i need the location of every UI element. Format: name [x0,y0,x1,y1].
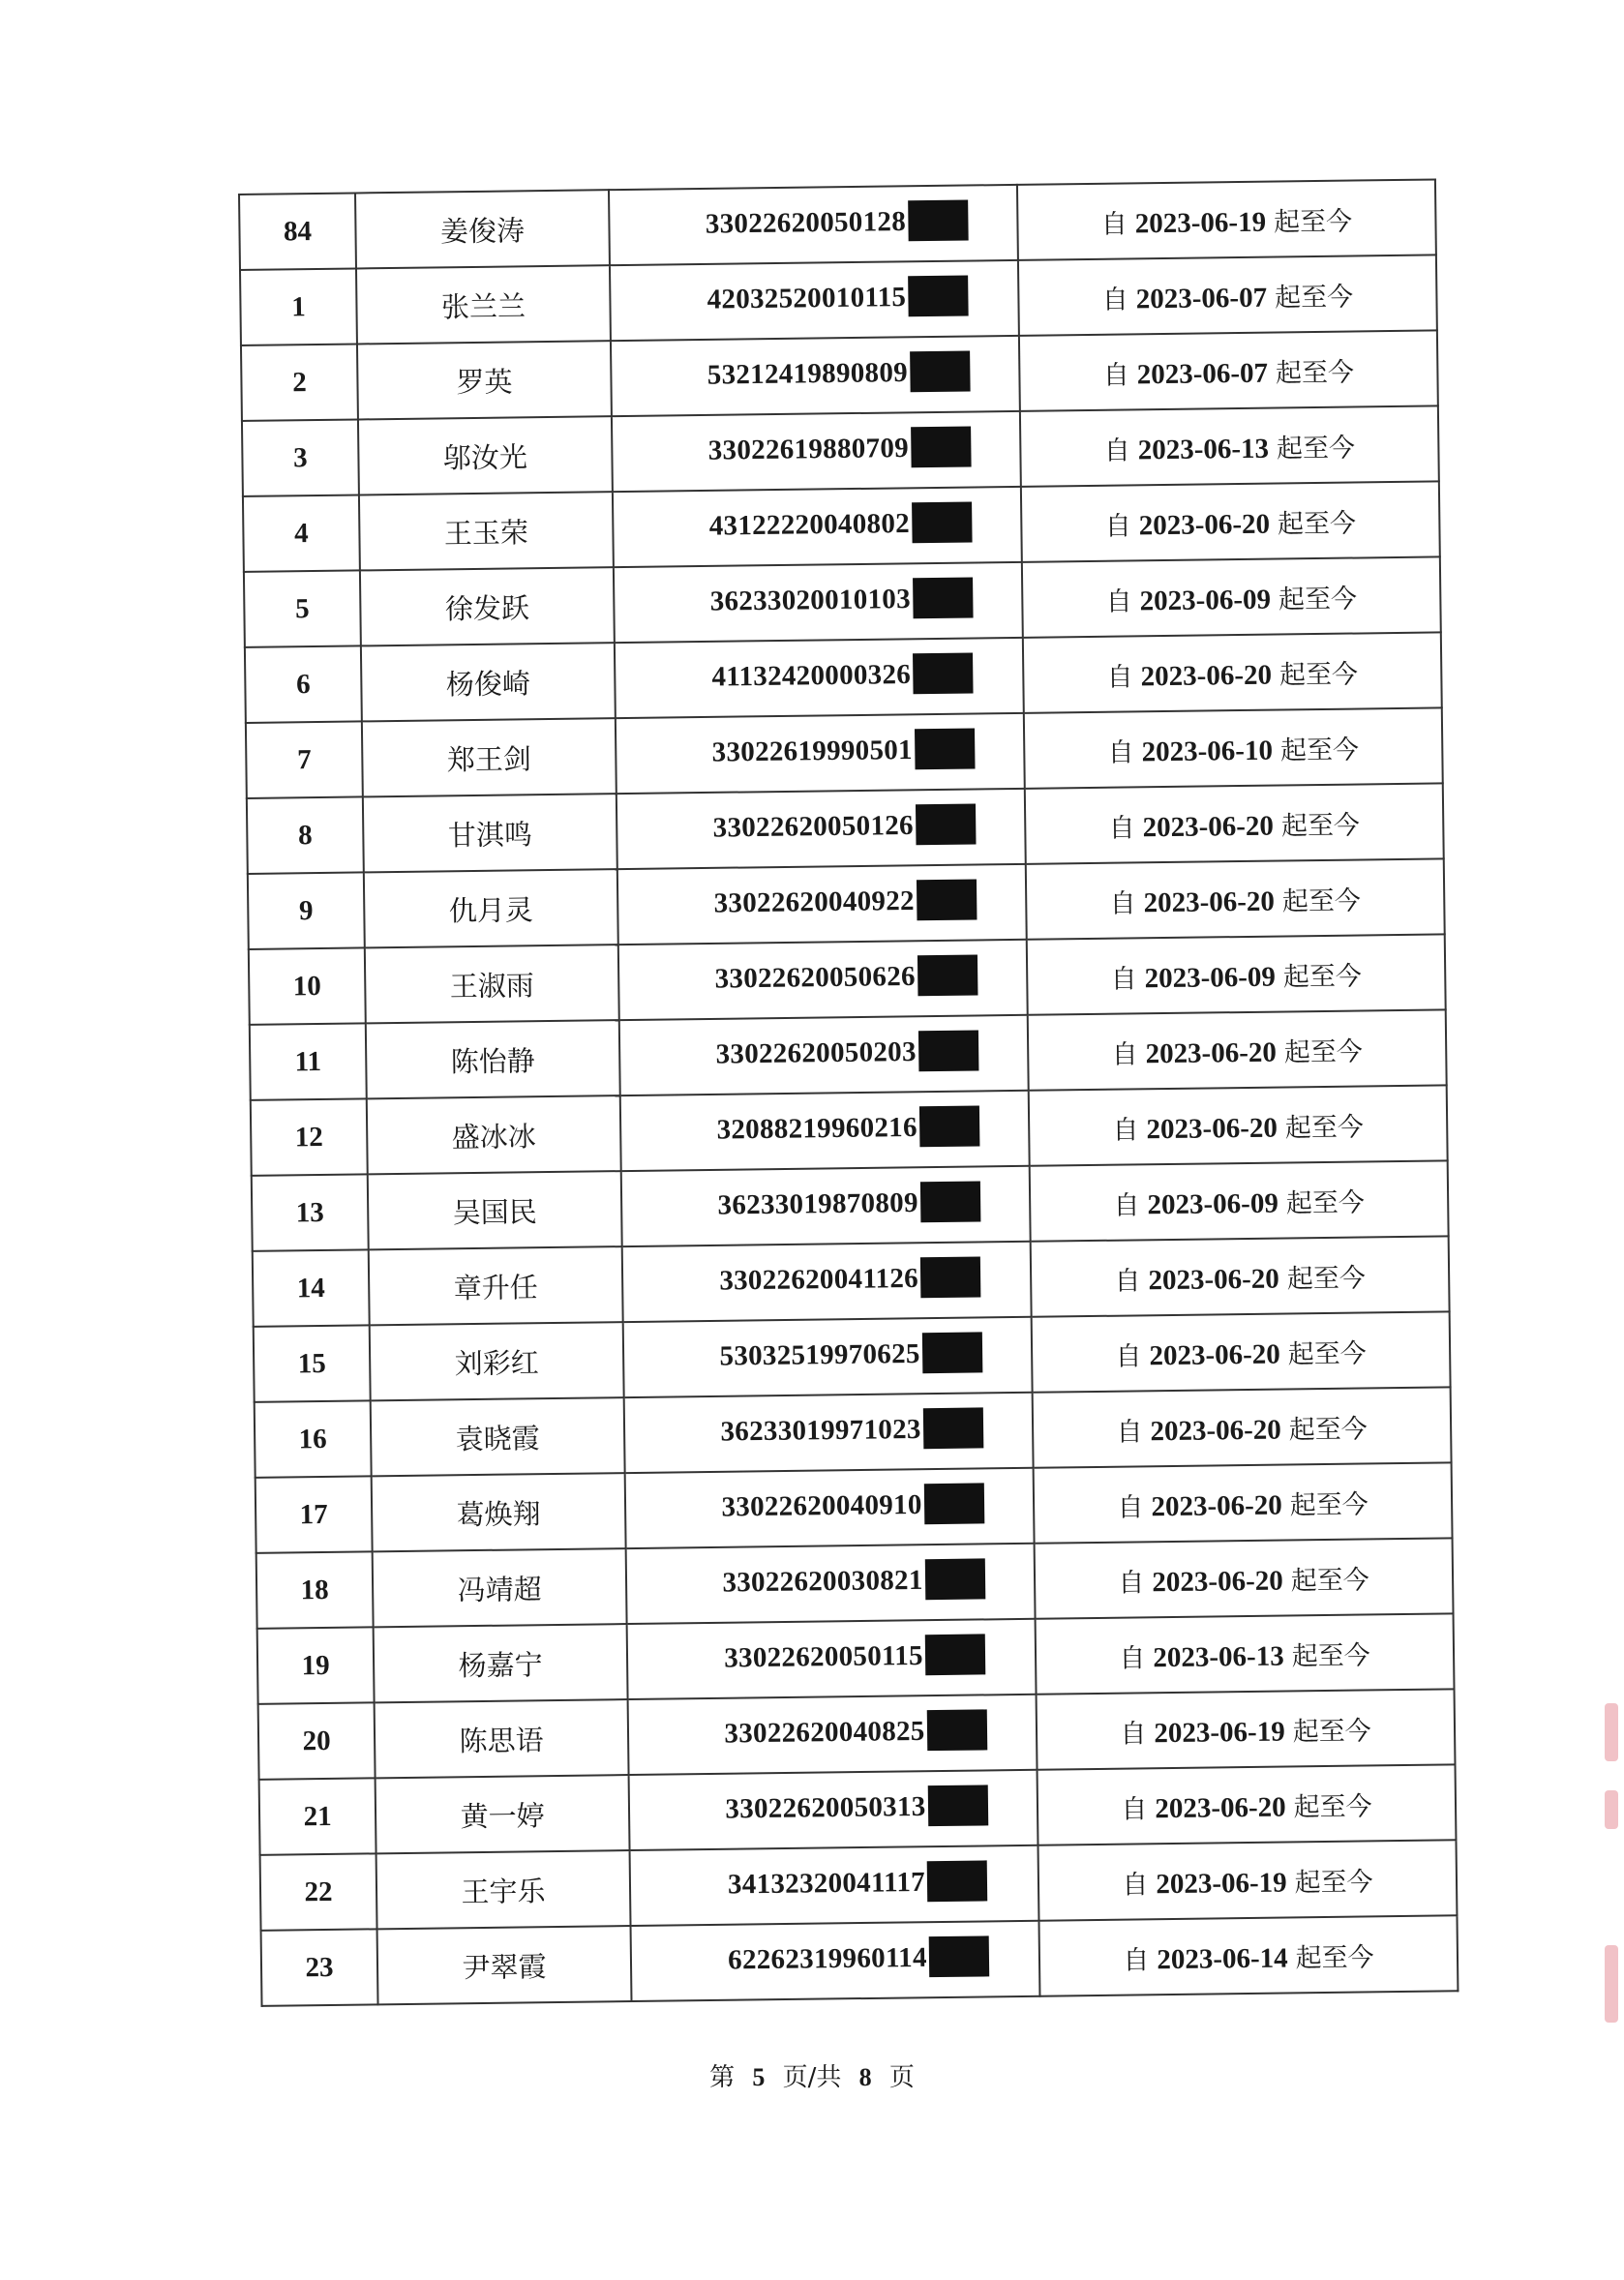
date-prefix: 自 [1114,1265,1141,1297]
id-number-cell [610,260,1019,341]
id-number-visible-digits: 36233019971023 [720,1413,921,1448]
date-prefix: 自 [1100,208,1128,240]
row-number: 16 [255,1400,372,1478]
date-suffix: 起至今 [1273,206,1353,238]
person-name: 王玉荣 [359,492,614,570]
date-suffix: 起至今 [1294,1866,1373,1898]
date-prefix: 自 [1108,812,1135,844]
total-page-number: 8 [858,2063,872,2091]
date-suffix: 起至今 [1282,960,1363,992]
person-name: 葛焕翔 [372,1473,626,1551]
start-date: 2023-06-19 [1134,206,1267,239]
row-number: 84 [239,193,356,270]
id-number-visible-digits: 32088219960216 [716,1111,917,1146]
id-number-cell [631,1921,1040,2001]
start-date: 2023-06-10 [1141,735,1274,767]
id-number-cell [622,1242,1032,1322]
date-range-cell [1023,632,1442,712]
id-number-visible-digits: 33022620050115 [724,1639,924,1674]
person-name: 罗英 [357,341,612,419]
id-number-cell [628,1695,1038,1775]
date-suffix: 起至今 [1281,885,1362,916]
row-number: 5 [244,570,361,647]
id-number-visible-digits: 33022620050128 [705,205,907,240]
row-number: 8 [247,796,364,874]
date-range-cell [1030,1160,1449,1241]
redaction-block [919,1105,980,1147]
person-name: 刘彩红 [370,1322,624,1400]
date-suffix: 起至今 [1277,508,1357,540]
roster-table-body [239,179,1458,2005]
person-name: 仇月灵 [364,869,618,947]
row-number: 15 [254,1325,371,1402]
redaction-block [919,1181,980,1222]
id-number-visible-digits: 33022619880709 [707,432,910,466]
footer-middle: 页/共 [782,2063,842,2092]
redaction-block [913,653,974,695]
id-number-cell [629,1770,1038,1850]
date-suffix: 起至今 [1291,1639,1370,1671]
start-date: 2023-06-20 [1140,659,1273,692]
date-range-cell [1017,179,1436,259]
redaction-block [927,1860,988,1902]
date-suffix: 起至今 [1276,433,1356,465]
id-number-cell [612,411,1021,492]
id-number-cell [621,1166,1031,1246]
id-number-visible-digits: 33022620050626 [714,960,917,995]
row-number: 4 [243,495,360,572]
id-number-cell [624,1393,1034,1473]
start-date: 2023-06-20 [1145,1036,1278,1069]
id-number-cell [627,1619,1037,1699]
date-range-cell [1033,1387,1452,1467]
person-name: 黄一婷 [376,1775,630,1853]
id-number-visible-digits: 62262319960114 [727,1941,927,1976]
redaction-block [927,1785,988,1826]
start-date: 2023-06-20 [1149,1338,1281,1371]
person-name: 盛冰冰 [367,1095,621,1174]
redaction-block [920,1256,981,1298]
redaction-block [916,803,977,845]
id-number-cell [626,1544,1036,1624]
date-range-cell [1034,1462,1453,1543]
date-suffix: 起至今 [1295,1941,1374,1973]
date-prefix: 自 [1113,1189,1140,1221]
id-number-cell [619,1015,1029,1095]
date-range-cell [1027,934,1446,1014]
date-prefix: 自 [1106,661,1133,693]
date-range-cell [1024,707,1443,788]
person-name: 袁晓霞 [371,1397,625,1476]
start-date: 2023-06-20 [1142,810,1275,843]
start-date: 2023-06-09 [1147,1187,1279,1220]
date-suffix: 起至今 [1292,1715,1371,1747]
redaction-block [911,427,972,468]
row-number: 17 [256,1476,373,1553]
person-name: 杨俊崎 [361,643,616,721]
row-number: 12 [251,1098,368,1176]
date-prefix: 自 [1105,585,1132,617]
date-range-cell [1038,1915,1458,1995]
date-prefix: 自 [1121,1793,1148,1825]
id-number-cell [615,638,1024,718]
date-prefix: 自 [1119,1642,1146,1674]
date-prefix: 自 [1109,887,1136,919]
date-prefix: 自 [1107,736,1134,768]
date-suffix: 起至今 [1287,1337,1368,1369]
start-date: 2023-06-20 [1146,1112,1278,1145]
date-prefix: 自 [1111,1038,1138,1070]
id-number-visible-digits: 33022620040910 [721,1488,922,1523]
date-prefix: 自 [1103,435,1130,466]
date-suffix: 起至今 [1283,1035,1364,1067]
redaction-block [912,502,973,544]
row-number: 6 [245,645,362,723]
id-number-cell [617,789,1026,869]
id-number-visible-digits: 33022620050313 [725,1790,926,1825]
roster-table [238,178,1459,2006]
date-range-cell [1031,1236,1450,1316]
id-number-cell [618,940,1028,1020]
row-number: 7 [246,721,363,798]
id-number-cell [620,1091,1030,1171]
row-number: 13 [252,1174,369,1251]
date-prefix: 自 [1101,284,1128,315]
date-suffix: 起至今 [1278,659,1359,691]
date-suffix: 起至今 [1293,1790,1372,1822]
page-footer [0,2057,1624,2093]
redaction-block [917,879,977,920]
redaction-block [928,1935,989,1977]
id-number-cell [609,185,1018,265]
start-date: 2023-06-20 [1152,1565,1283,1598]
id-number-visible-digits: 41132420000326 [711,658,912,693]
date-range-cell [1019,330,1438,410]
id-number-visible-digits: 33022620050203 [715,1035,917,1070]
redaction-block [913,577,974,618]
date-prefix: 自 [1102,359,1129,391]
date-prefix: 自 [1122,1869,1149,1901]
id-number-cell [630,1845,1039,1926]
id-number-visible-digits: 34132320041117 [727,1866,926,1901]
id-number-cell [614,562,1023,643]
roster-table-wrapper [238,178,1459,2006]
start-date: 2023-06-20 [1148,1263,1280,1296]
id-number-cell [613,487,1022,567]
redaction-block [918,1030,979,1071]
person-name: 王宇乐 [376,1850,631,1929]
person-name: 陈思语 [375,1699,629,1778]
date-range-cell [1038,1764,1457,1845]
redaction-block [908,200,969,242]
date-suffix: 起至今 [1288,1413,1368,1445]
person-name: 甘淇鸣 [363,794,617,872]
id-number-visible-digits: 33022620041126 [719,1262,919,1297]
start-date: 2023-06-07 [1135,282,1268,315]
date-suffix: 起至今 [1280,809,1361,842]
row-number: 11 [250,1023,367,1100]
date-range-cell [1025,783,1444,863]
redaction-block [923,1483,984,1524]
date-range-cell [1036,1613,1455,1694]
date-range-cell [1021,481,1440,561]
start-date: 2023-06-09 [1144,961,1277,994]
row-number: 19 [257,1627,375,1704]
date-prefix: 自 [1112,1114,1139,1146]
redaction-block [910,351,971,393]
person-name: 尹翠霞 [377,1926,632,2004]
row-number: 1 [240,268,357,345]
date-suffix: 起至今 [1286,1262,1367,1294]
start-date: 2023-06-09 [1139,584,1272,616]
id-number-visible-digits: 36233019870809 [717,1186,918,1221]
start-date: 2023-06-13 [1153,1640,1284,1673]
person-name: 王淑雨 [365,945,619,1023]
table-row [261,1915,1459,2006]
date-prefix: 自 [1116,1416,1143,1448]
id-number-visible-digits: 33022620030821 [722,1564,923,1599]
redaction-block [908,276,969,317]
row-number: 18 [256,1551,374,1629]
person-name: 郑王剑 [362,718,617,796]
redaction-block [915,728,976,769]
date-range-cell [1032,1311,1451,1392]
date-prefix: 自 [1120,1718,1147,1750]
row-number: 23 [261,1929,378,2006]
id-number-cell [616,713,1025,794]
start-date: 2023-06-20 [1151,1489,1282,1522]
id-number-visible-digits: 33022619990501 [711,734,914,768]
redaction-block [924,1558,985,1600]
id-number-cell [625,1468,1035,1548]
person-name: 徐发跃 [360,567,615,645]
person-name: 张兰兰 [356,265,611,344]
date-suffix: 起至今 [1275,357,1355,389]
date-prefix: 自 [1104,510,1131,542]
date-prefix: 自 [1110,963,1137,995]
id-number-cell [611,336,1020,416]
seal-stamp-edge [1585,1703,1624,2032]
id-number-visible-digits: 33022620040825 [724,1715,925,1750]
start-date: 2023-06-20 [1143,885,1276,918]
date-range-cell [1018,255,1437,335]
redaction-block [926,1709,987,1751]
date-range-cell [1035,1538,1454,1618]
start-date: 2023-06-13 [1137,433,1270,465]
date-suffix: 起至今 [1289,1488,1368,1520]
redaction-block [925,1634,986,1675]
date-range-cell [1028,1009,1447,1090]
date-range-cell [1022,556,1441,637]
person-name: 杨嘉宁 [374,1624,628,1702]
id-number-visible-digits: 53032519970625 [719,1337,920,1372]
start-date: 2023-06-20 [1150,1414,1281,1447]
date-prefix: 自 [1123,1944,1150,1976]
footer-suffix: 页 [888,2063,915,2092]
person-name: 邬汝光 [358,416,613,495]
redaction-block [921,1332,982,1373]
row-number: 2 [241,344,358,421]
date-suffix: 起至今 [1284,1111,1365,1143]
id-number-cell [623,1317,1033,1397]
date-range-cell [1038,1840,1458,1920]
person-name: 姜俊涛 [355,190,610,268]
current-page-number: 5 [752,2063,766,2091]
start-date: 2023-06-20 [1155,1791,1286,1824]
date-suffix: 起至今 [1285,1186,1366,1218]
date-suffix: 起至今 [1274,282,1354,314]
id-number-visible-digits: 33022620040922 [713,885,916,919]
id-number-visible-digits: 53212419890809 [707,356,909,391]
redaction-block [922,1407,983,1449]
date-range-cell [1026,858,1445,939]
person-name: 冯靖超 [373,1548,627,1627]
footer-prefix: 第 [709,2063,736,2092]
date-range-cell [1020,405,1439,486]
date-prefix: 自 [1117,1491,1144,1523]
redaction-block [917,954,978,996]
row-number: 10 [249,947,366,1025]
date-prefix: 自 [1118,1567,1145,1599]
start-date: 2023-06-20 [1138,508,1271,541]
id-number-cell [617,864,1027,945]
row-number: 22 [260,1853,377,1931]
row-number: 20 [258,1702,376,1780]
row-number: 21 [259,1778,376,1855]
start-date: 2023-06-19 [1156,1867,1287,1900]
date-suffix: 起至今 [1278,584,1358,615]
person-name: 陈怡静 [366,1020,620,1098]
start-date: 2023-06-07 [1136,357,1269,390]
person-name: 章升任 [369,1246,623,1325]
date-range-cell [1037,1689,1456,1769]
date-range-cell [1029,1085,1448,1165]
date-suffix: 起至今 [1290,1564,1369,1596]
person-name: 吴国民 [368,1171,622,1249]
date-prefix: 自 [1115,1340,1142,1372]
start-date: 2023-06-19 [1154,1716,1285,1749]
row-number: 3 [242,419,359,496]
row-number: 14 [253,1249,370,1327]
start-date: 2023-06-14 [1157,1942,1288,1975]
id-number-visible-digits: 36233020010103 [709,583,912,617]
date-suffix: 起至今 [1279,734,1360,766]
id-number-visible-digits: 42032520010115 [707,281,907,315]
id-number-visible-digits: 33022620050126 [712,809,915,844]
row-number: 9 [248,872,365,949]
id-number-visible-digits: 43122220040802 [708,507,911,542]
